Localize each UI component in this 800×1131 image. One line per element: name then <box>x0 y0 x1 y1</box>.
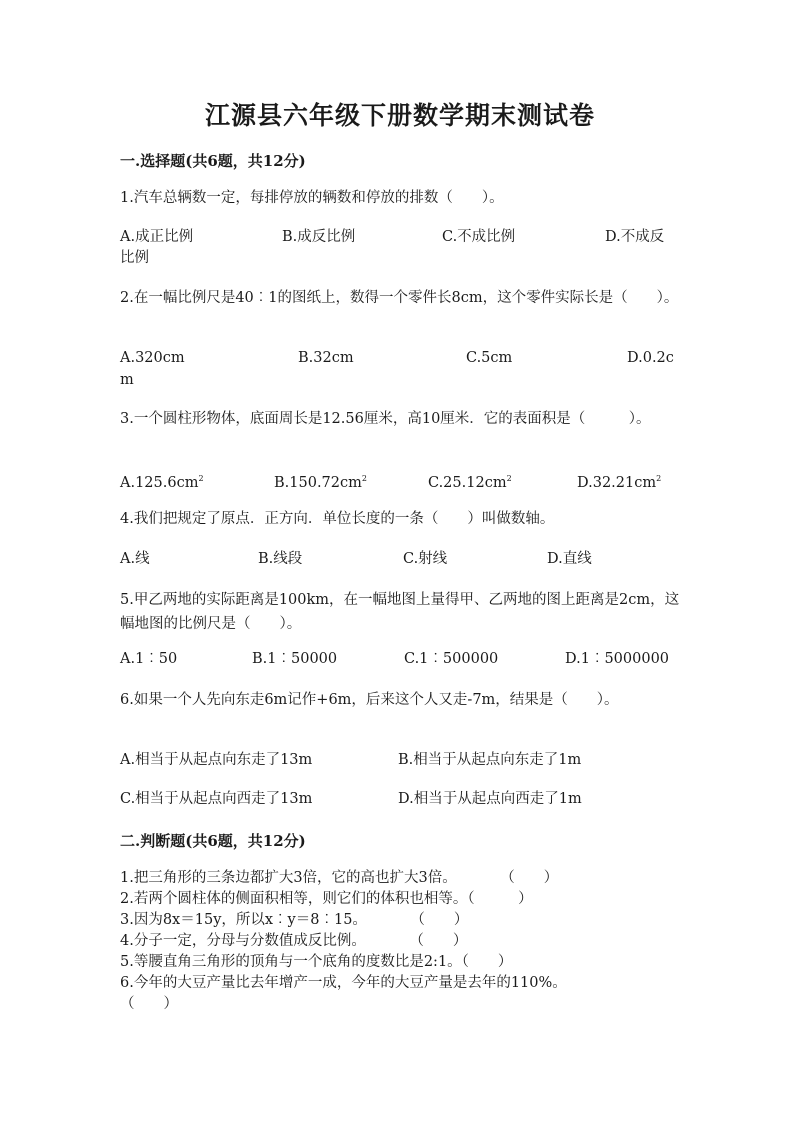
q4-option-c: C.射线 <box>403 551 448 567</box>
q4-option-b: B.线段 <box>258 551 303 567</box>
question-1: 1.汽车总辆数一定，每排停放的辆数和停放的排数（ ）。 <box>120 190 504 206</box>
question-6: 6.如果一个人先向东走6m记作+6m，后来这个人又走-7m，结果是（ ）。 <box>120 692 619 708</box>
q3-option-c: $C.25.12cm^2$ <box>428 474 512 491</box>
exam-title: 江源县六年级下册数学期末测试卷 <box>204 101 595 130</box>
q4-option-a: A.线 <box>120 551 150 567</box>
judge-item-3: 3.因为8x＝15y，所以x︰y＝8︰15。 （ ） <box>120 912 469 928</box>
q6-option-a: A.相当于从起点向东走了13m <box>120 752 313 768</box>
q5-option-c: C.1︰500000 <box>404 651 499 667</box>
q1-option-a: A.成正比例 <box>120 229 194 245</box>
q6-option-d: D.相当于从起点向西走了1m <box>398 791 582 807</box>
question-5: 5.甲乙两地的实际距离是100km，在一幅地图上量得甲、乙两地的图上距离是2cm，这幅地图的比例尺是（ ）。 <box>120 592 680 632</box>
judge-item-1: 1.把三角形的三条边都扩大3倍，它的高也扩大3倍。 （ ） <box>120 870 559 886</box>
q5-option-a: A.1︰50 <box>120 651 178 667</box>
q3-option-d: $D.32.21cm^2$ <box>577 474 662 491</box>
q2-option-b: B.32cm <box>298 350 354 366</box>
judge-item-5: 5.等腰直角三角形的顶角与一个底角的度数比是2:1。（ ） <box>120 954 513 970</box>
question-4: 4.我们把规定了原点．正方向．单位长度的一条（ ）叫做数轴。 <box>120 511 555 527</box>
question-2: 2.在一幅比例尺是40︰1的图纸上，数得一个零件长8cm，这个零件实际长是（ ）。 <box>120 290 679 306</box>
q2-option-a: A.320cm <box>120 350 185 366</box>
judge-item-4: 4.分子一定，分母与分数值成反比例。 （ ） <box>120 933 468 949</box>
q3-option-b: $B.150.72cm^2$ <box>274 474 367 491</box>
judge-item-6: 6.今年的大豆产量比去年增产一成，今年的大豆产量是去年的110%。 <box>120 975 567 991</box>
question-3: 3.一个圆柱形物体，底面周长是12.56厘米，高10厘米．它的表面积是（ ）。 <box>120 411 651 427</box>
q2-option-d: D.0.2c <box>627 350 674 366</box>
judge-item-6-blank: （ ） <box>120 996 178 1012</box>
q1-option-b: B.成反比例 <box>282 229 356 245</box>
q4-option-d: D.直线 <box>547 551 592 567</box>
q6-option-b: B.相当于从起点向东走了1m <box>398 752 582 768</box>
q2-option-c: C.5cm <box>466 350 513 366</box>
q1-option-d-wrap: 比例 <box>120 250 149 266</box>
q5-option-b: B.1︰50000 <box>252 651 338 667</box>
q1-option-c: C.不成比例 <box>442 229 516 245</box>
q3-option-a: $A.125.6cm^2$ <box>120 474 204 491</box>
section-heading-judge: 二.判断题(共6题，共12分) <box>120 832 306 850</box>
q5-option-d: D.1︰5000000 <box>565 651 670 667</box>
q1-option-d: D.不成反 <box>605 229 665 245</box>
section-heading-choice: 一.选择题(共6题，共12分) <box>120 152 306 170</box>
judge-item-2: 2.若两个圆柱体的侧面积相等，则它们的体积也相等。（ ） <box>120 891 533 907</box>
q6-option-c: C.相当于从起点向西走了13m <box>120 791 313 807</box>
q2-option-d-wrap: m <box>120 372 134 388</box>
